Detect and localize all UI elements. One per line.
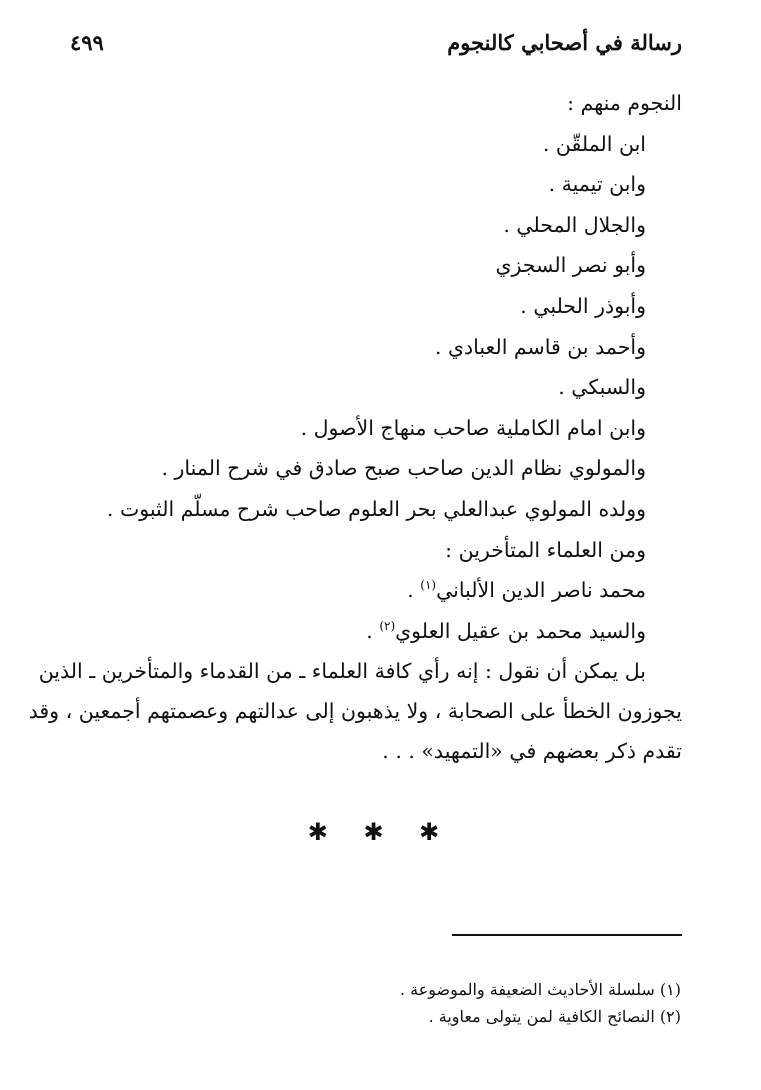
page-header	[70, 30, 682, 66]
paragraph-line: بل يمكن أن نقول : إنه رأي كافة العلماء ـ من القدماء والمتأخرين ـ الذين	[38, 659, 646, 684]
paragraph-line: تقدم ذكر بعضهم في «التمهيد» . . .	[382, 739, 682, 764]
running-title: رسالة في أصحابي كالنجوم	[447, 30, 682, 55]
list-item: وأحمد بن قاسم العبادي .	[434, 334, 646, 359]
list-item	[70, 570, 682, 611]
footnote: (٢) النصائح الكافية لمن يتولى معاوية .	[428, 1007, 681, 1026]
list-item: والجلال المحلي .	[503, 212, 646, 237]
footnote-ref[interactable]: (١)	[420, 578, 437, 593]
page-number: ٤٩٩	[70, 30, 104, 55]
section-separator: ✱ ✱ ✱	[307, 818, 454, 846]
scholar-name: محمد ناصر الدين الألباني	[436, 578, 646, 603]
list-item: والسبكي .	[558, 375, 646, 400]
list-item: وابن تيمية .	[548, 172, 646, 197]
list-item: وابن امام الكاملية صاحب منهاج الأصول .	[300, 415, 646, 440]
main-text	[28, 83, 682, 771]
line-end: .	[366, 618, 380, 643]
footnotes	[121, 976, 681, 1030]
list-item: وولده المولوي عبدالعلي بحر العلوم صاحب شرح مسلّم الثبوت .	[106, 496, 646, 521]
later-scholars-heading: ومن العلماء المتأخرين :	[445, 537, 646, 562]
footnote-ref[interactable]: (٢)	[379, 618, 396, 633]
footnote: (١) سلسلة الأحاديث الضعيفة والموضوعة .	[399, 980, 681, 999]
intro-line: النجوم منهم :	[567, 91, 682, 115]
list-item: ابن الملقّن .	[542, 131, 646, 156]
list-item: وأبو نصر السجزي	[495, 253, 646, 278]
list-item: والمولوي نظام الدين صاحب صبح صادق في شرح المنار .	[161, 456, 646, 481]
list-item	[70, 611, 682, 652]
scholar-name: والسيد محمد بن عقيل العلوي	[395, 618, 646, 643]
list-item: وأبوذر الحلبي .	[520, 293, 646, 318]
line-end: .	[407, 578, 421, 603]
footnote-divider	[452, 934, 682, 936]
paragraph-line: يجوزون الخطأ على الصحابة ، ولا يذهبون إلى عدالتهم وعصمتهم أجمعين ، وقد	[28, 699, 682, 724]
